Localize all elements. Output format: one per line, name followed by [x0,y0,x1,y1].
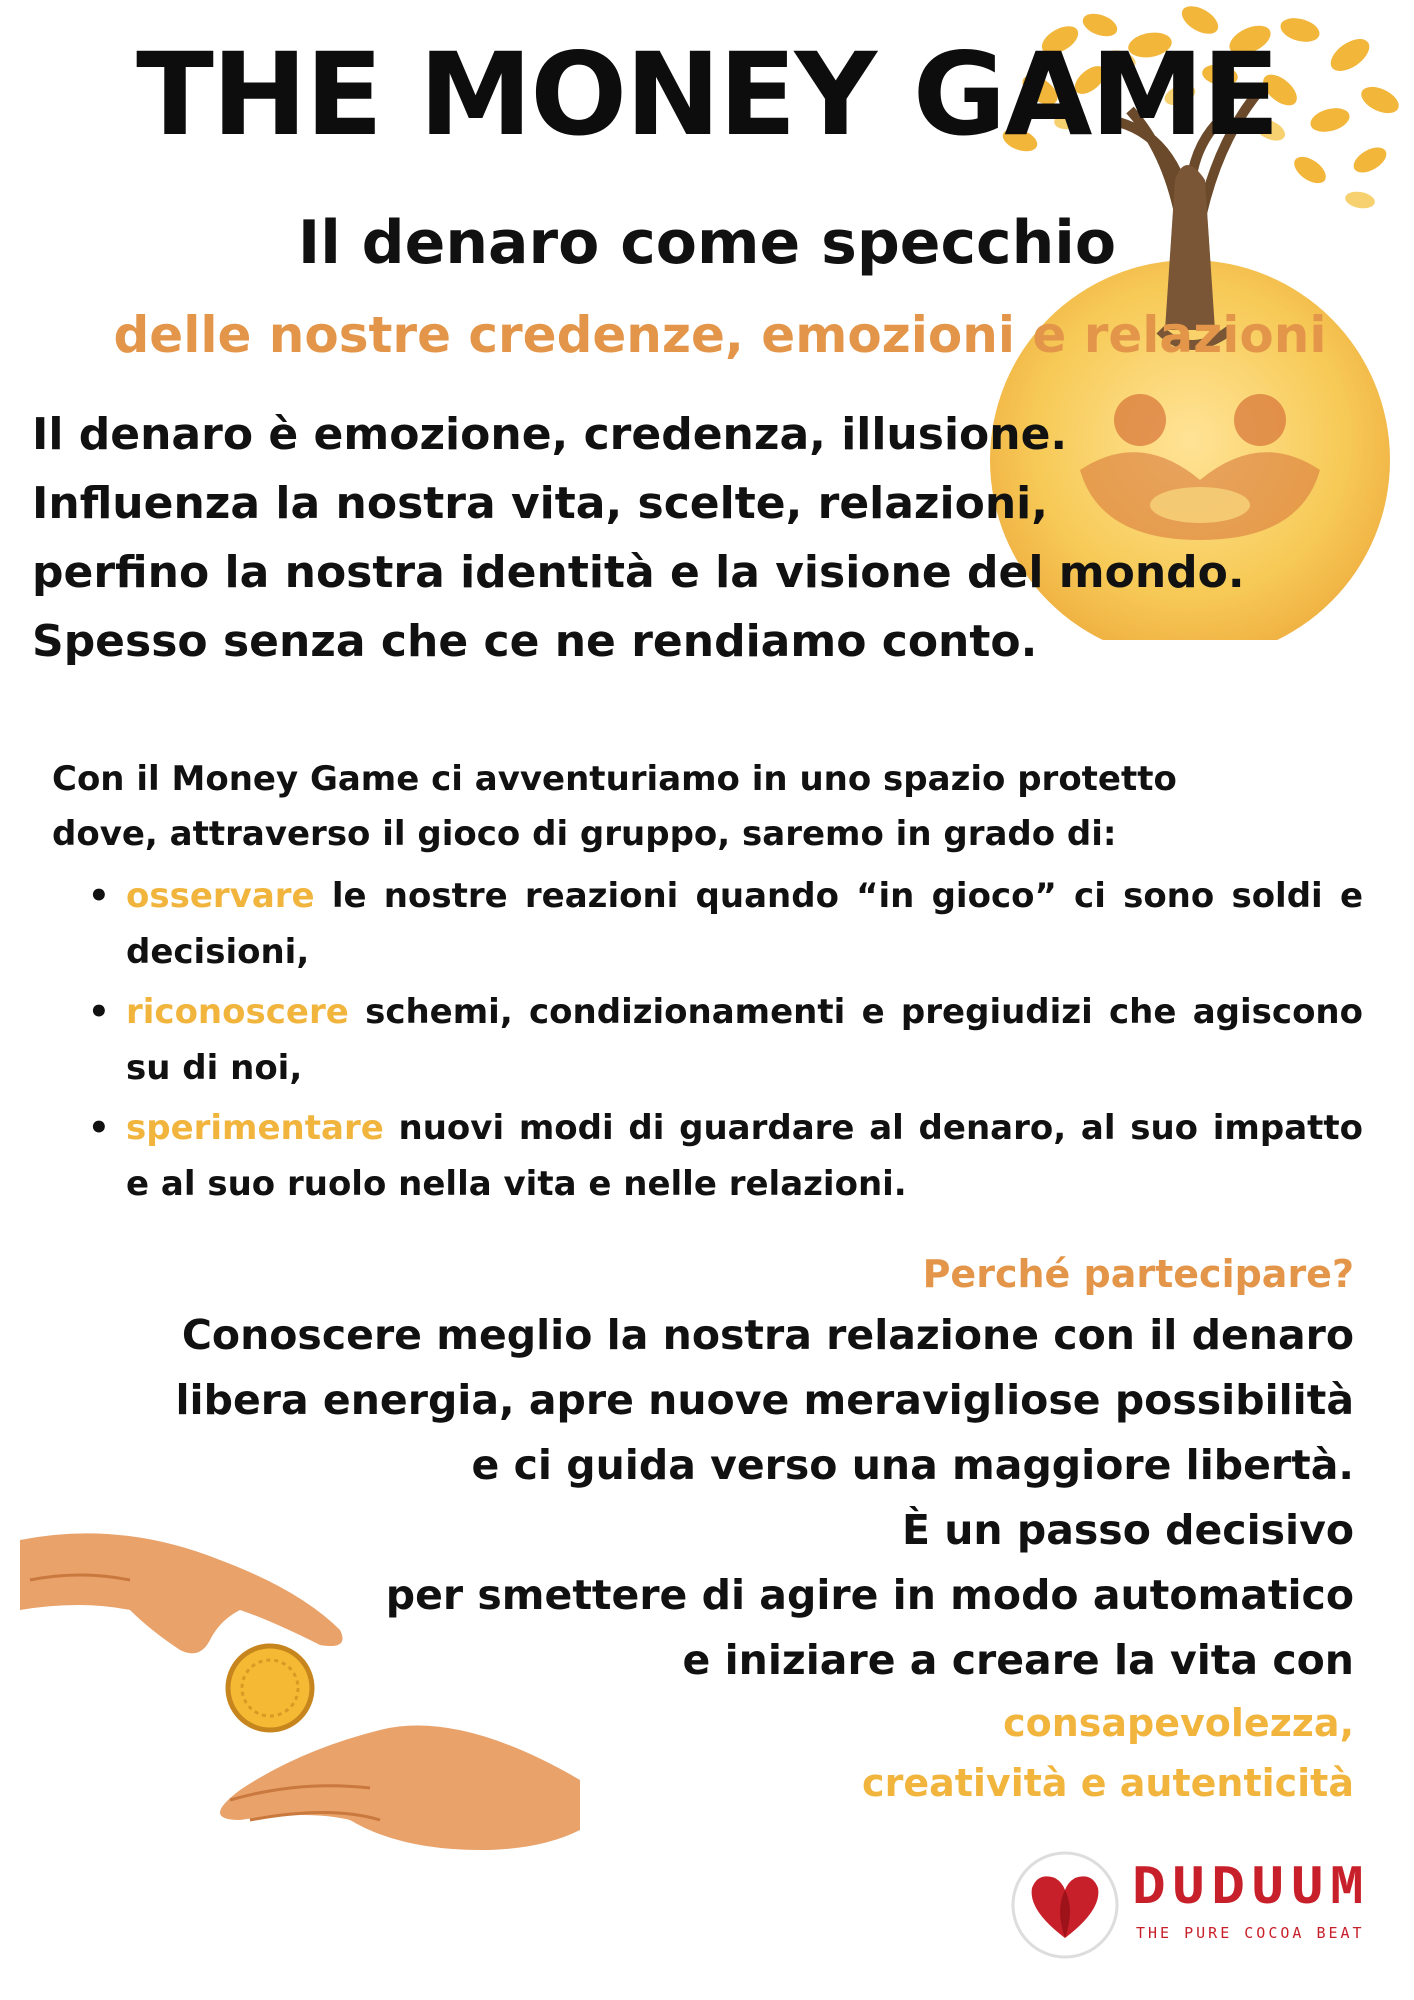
bullet: • [88,992,110,1032]
why-question: Perché partecipare? [922,1252,1354,1296]
why-line: e ci guida verso una maggiore libertà. [471,1441,1354,1489]
intro-paragraph [32,400,1392,676]
highlight-line: creatività e autenticità [862,1761,1354,1805]
list-item [88,984,1363,1096]
lead-paragraph [52,752,1372,862]
why-line: Conoscere meglio la nostra relazione con il denaro [181,1311,1354,1359]
subtitle: Il denaro come specchio [297,208,1117,278]
lead-line: Con il Money Game ci avventuriamo in uno spazio protetto [52,759,1177,799]
keyword: osservare [126,876,315,916]
benefit-list [88,868,1363,1216]
logo-tagline: THE PURE COCOA BEAT [1136,1924,1365,1942]
intro-line: Il denaro è emozione, credenza, illusione. [32,409,1068,460]
item-text: le nostre reazioni quando “in gioco” ci sono soldi e decisioni, [126,876,1363,972]
highlight-line: consapevolezza, [1003,1701,1354,1745]
intro-line: Spesso senza che ce ne rendiamo conto. [32,616,1038,667]
why-line: È un passo decisivo [901,1506,1354,1554]
item-text: nuovi modi di guardare al denaro, al suo impatto e al suo ruolo nella vita e nelle relazioni. [126,1108,1363,1204]
intro-line: Influenza la nostra vita, scelte, relazioni, [32,478,1048,529]
logo-name: DUDUUM [1132,1856,1370,1920]
bullet: • [88,1108,110,1148]
heart-cocoa-icon [1010,1850,1120,1960]
keyword: sperimentare [126,1108,384,1148]
duduum-logo [1010,1850,1410,1980]
why-text [54,1303,1354,1693]
subtitle-secondary: delle nostre credenze, emozioni e relazioni [113,306,1327,364]
why-section [54,1245,1354,1813]
why-line: e iniziare a creare la vita con [682,1636,1354,1684]
list-item [88,1100,1363,1212]
keyword: riconoscere [126,992,349,1032]
why-line: per smettere di agire in modo automatico [385,1571,1354,1619]
why-line: libera energia, apre nuove meravigliose possibilità [175,1376,1354,1424]
item-text: schemi, condizionamenti e pregiudizi che agiscono su di noi, [126,992,1363,1088]
intro-line: perfino la nostra identità e la visione del mondo. [32,547,1245,598]
list-item [88,868,1363,980]
page-title: THE MONEY GAME [136,28,1278,161]
bullet: • [88,876,110,916]
lead-line: dove, attraverso il gioco di gruppo, saremo in grado di: [52,814,1117,854]
